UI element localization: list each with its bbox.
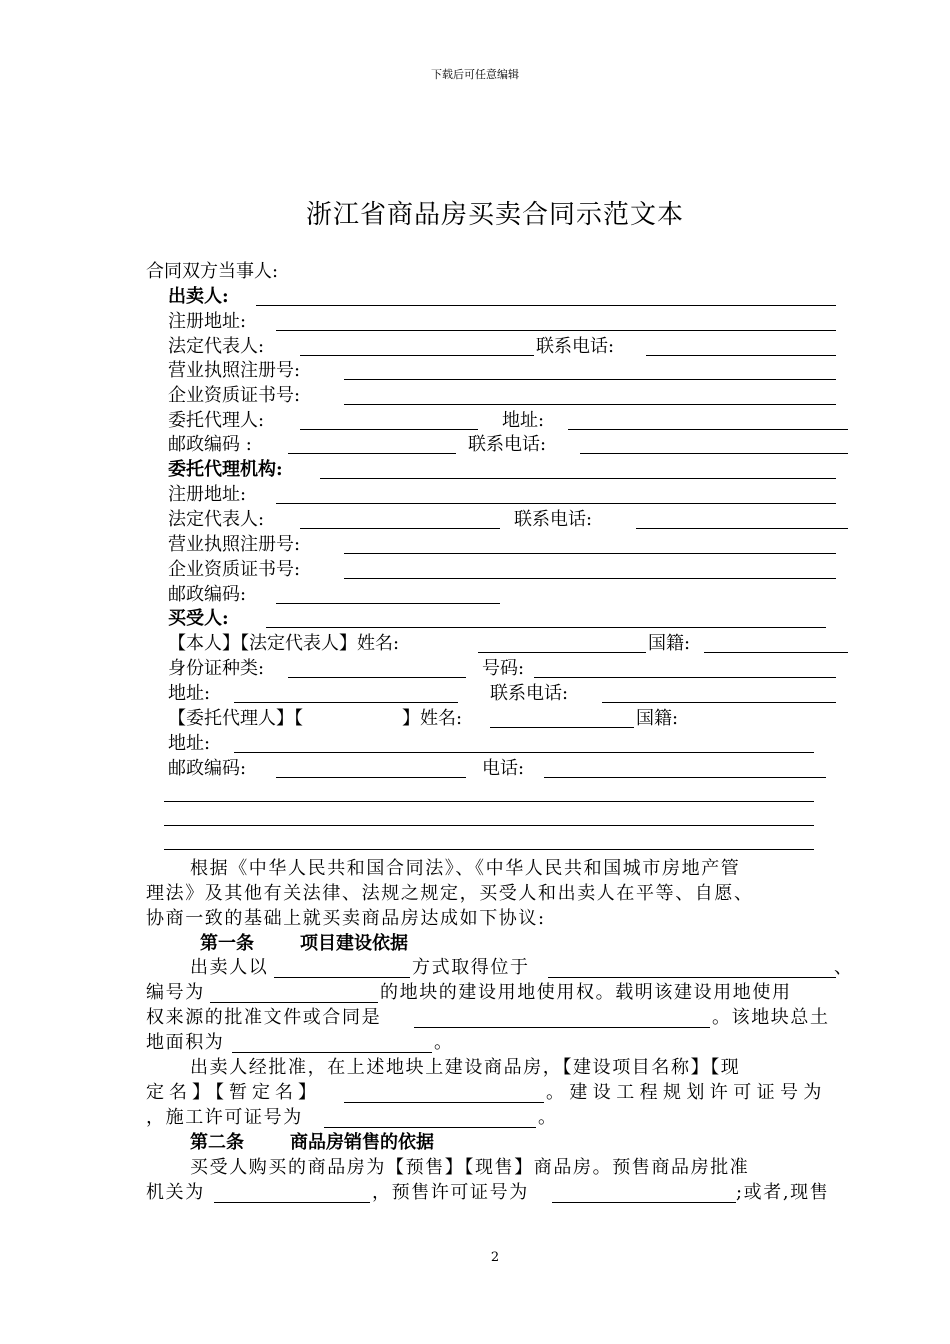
- buyer-phone-blank: [602, 702, 836, 703]
- seller-legal-rep-blank: [300, 355, 534, 356]
- article-1-text: 出卖人经批准，在上述地块上建设商品房，【建设项目名称】【现: [190, 1057, 741, 1078]
- seller-label: 出卖人:: [168, 286, 229, 307]
- buyer-postcode-blank: [276, 777, 466, 778]
- agency-postcode-blank: [276, 603, 500, 604]
- article-1-text: 。该地块总土: [712, 1007, 830, 1028]
- preamble-line-2: 理法》及其他有关法律、法规之规定，买受人和出卖人在平等、自愿、: [146, 883, 754, 904]
- buyer-id-type-label: 身份证种类:: [168, 658, 265, 679]
- seller-qualification-blank: [344, 404, 836, 405]
- agency-label: 委托代理机构:: [168, 459, 283, 480]
- seller-postcode-blank: [288, 453, 456, 454]
- seller-phone2-blank: [580, 453, 848, 454]
- buyer-rep-name-label: 【本人】【法定代表人】姓名:: [168, 633, 400, 654]
- article-1-text: 、: [834, 957, 854, 978]
- agency-qualification-label: 企业资质证书号:: [168, 559, 301, 580]
- buyer-rep-name-blank: [478, 652, 646, 653]
- buyer-address2-label: 地址:: [168, 733, 211, 754]
- article-1-text: 定名】【暂定名】: [146, 1082, 321, 1103]
- agency-license-blank: [344, 553, 836, 554]
- approval-document-blank: [414, 1027, 710, 1028]
- agency-qualification-blank: [344, 578, 836, 579]
- agency-blank: [320, 478, 836, 479]
- extra-blank-line: [164, 849, 814, 850]
- buyer-phone2-label: 电话:: [482, 758, 525, 779]
- article-1-text: ，施工许可证号为: [146, 1107, 303, 1128]
- buyer-label: 买受人:: [168, 608, 229, 629]
- buyer-agent-label-a: 【委托代理人】【: [168, 708, 303, 729]
- extra-blank-line: [164, 825, 814, 826]
- seller-phone-label: 联系电话:: [536, 336, 615, 357]
- buyer-id-no-label: 号码:: [482, 658, 525, 679]
- buyer-agent-label-b: 】姓名:: [402, 708, 463, 729]
- article-1-text: 权来源的批准文件或合同是: [146, 1007, 382, 1028]
- agency-legal-rep-label: 法定代表人:: [168, 509, 265, 530]
- agency-postcode-label: 邮政编码:: [168, 584, 247, 605]
- article-1-text: 的地块的建设用地使用权。载明该建设用地使用: [380, 982, 792, 1003]
- article-1-text: 编号为: [146, 982, 205, 1003]
- seller-phone2-label: 联系电话:: [468, 434, 547, 455]
- seller-address-blank: [568, 429, 848, 430]
- seller-qualification-label: 企业资质证书号:: [168, 385, 301, 406]
- seller-reg-address-blank: [276, 330, 836, 331]
- buyer-address-label: 地址:: [168, 683, 211, 704]
- seller-reg-address-label: 注册地址:: [168, 311, 247, 332]
- approval-authority-blank: [214, 1202, 370, 1203]
- seller-license-blank: [344, 379, 836, 380]
- agency-reg-address-blank: [276, 503, 836, 504]
- buyer-address-blank: [234, 702, 458, 703]
- article-1-text: 。建设工程规划许可证号为: [546, 1082, 827, 1103]
- land-area-blank: [232, 1052, 432, 1053]
- buyer-id-type-blank: [288, 677, 466, 678]
- seller-blank: [256, 305, 836, 306]
- project-name-blank: [344, 1102, 544, 1103]
- seller-phone-blank: [646, 355, 836, 356]
- preamble-line-3: 协商一致的基础上就买卖商品房达成如下协议:: [146, 908, 546, 929]
- buyer-nationality-blank: [704, 652, 848, 653]
- article-2-text: 买受人购买的商品房为【预售】【现售】商品房。预售商品房批准: [190, 1157, 750, 1178]
- agency-reg-address-label: 注册地址:: [168, 484, 247, 505]
- article-2-text: ，预售许可证号为: [372, 1182, 529, 1203]
- seller-address-label: 地址:: [502, 410, 545, 431]
- buyer-phone2-blank: [544, 777, 826, 778]
- buyer-nationality-label: 国籍:: [648, 633, 691, 654]
- construction-permit-blank: [324, 1127, 536, 1128]
- agency-license-label: 营业执照注册号:: [168, 534, 301, 555]
- article-2-text: ;或者,现售: [736, 1182, 830, 1203]
- article-1-text: 方式取得位于: [412, 957, 530, 978]
- article-1-text: 出卖人以: [190, 957, 269, 978]
- buyer-nationality2-label: 国籍:: [636, 708, 679, 729]
- extra-blank-line: [164, 801, 814, 802]
- article-1-text: 。: [434, 1032, 454, 1053]
- buyer-postcode-label: 邮政编码:: [168, 758, 247, 779]
- acquisition-method-blank: [274, 977, 410, 978]
- article-2-title: 商品房销售的依据: [290, 1132, 434, 1153]
- buyer-address2-blank: [234, 752, 814, 753]
- agency-legal-rep-blank: [300, 528, 500, 529]
- seller-agent-label: 委托代理人:: [168, 410, 265, 431]
- buyer-phone-label: 联系电话:: [490, 683, 569, 704]
- seller-postcode-label: 邮政编码 :: [168, 434, 252, 455]
- location-blank: [548, 977, 836, 978]
- article-2-number: 第二条: [190, 1132, 244, 1153]
- article-1-text: 。: [538, 1107, 558, 1128]
- agency-phone-label: 联系电话:: [514, 509, 593, 530]
- seller-license-label: 营业执照注册号:: [168, 360, 301, 381]
- article-2-text: 机关为: [146, 1182, 205, 1203]
- parties-heading: 合同双方当事人:: [146, 261, 279, 282]
- buyer-id-no-blank: [534, 677, 836, 678]
- presale-permit-blank: [552, 1202, 736, 1203]
- seller-legal-rep-label: 法定代表人:: [168, 336, 265, 357]
- page-header-note: 下载后可任意编辑: [431, 68, 519, 81]
- preamble-line-1: 根据《中华人民共和国合同法》、《中华人民共和国城市房地产管: [190, 858, 741, 879]
- buyer-blank: [266, 627, 826, 628]
- buyer-agent-name-blank: [490, 727, 634, 728]
- parcel-number-blank: [210, 1002, 378, 1003]
- page-number: 2: [490, 1250, 500, 1265]
- agency-phone-blank: [636, 528, 848, 529]
- article-1-text: 地面积为: [146, 1032, 225, 1053]
- article-1-title: 项目建设依据: [300, 933, 408, 954]
- article-1-number: 第一条: [200, 933, 254, 954]
- seller-agent-blank: [300, 429, 478, 430]
- document-title: 浙江省商品房买卖合同示范文本: [305, 200, 684, 230]
